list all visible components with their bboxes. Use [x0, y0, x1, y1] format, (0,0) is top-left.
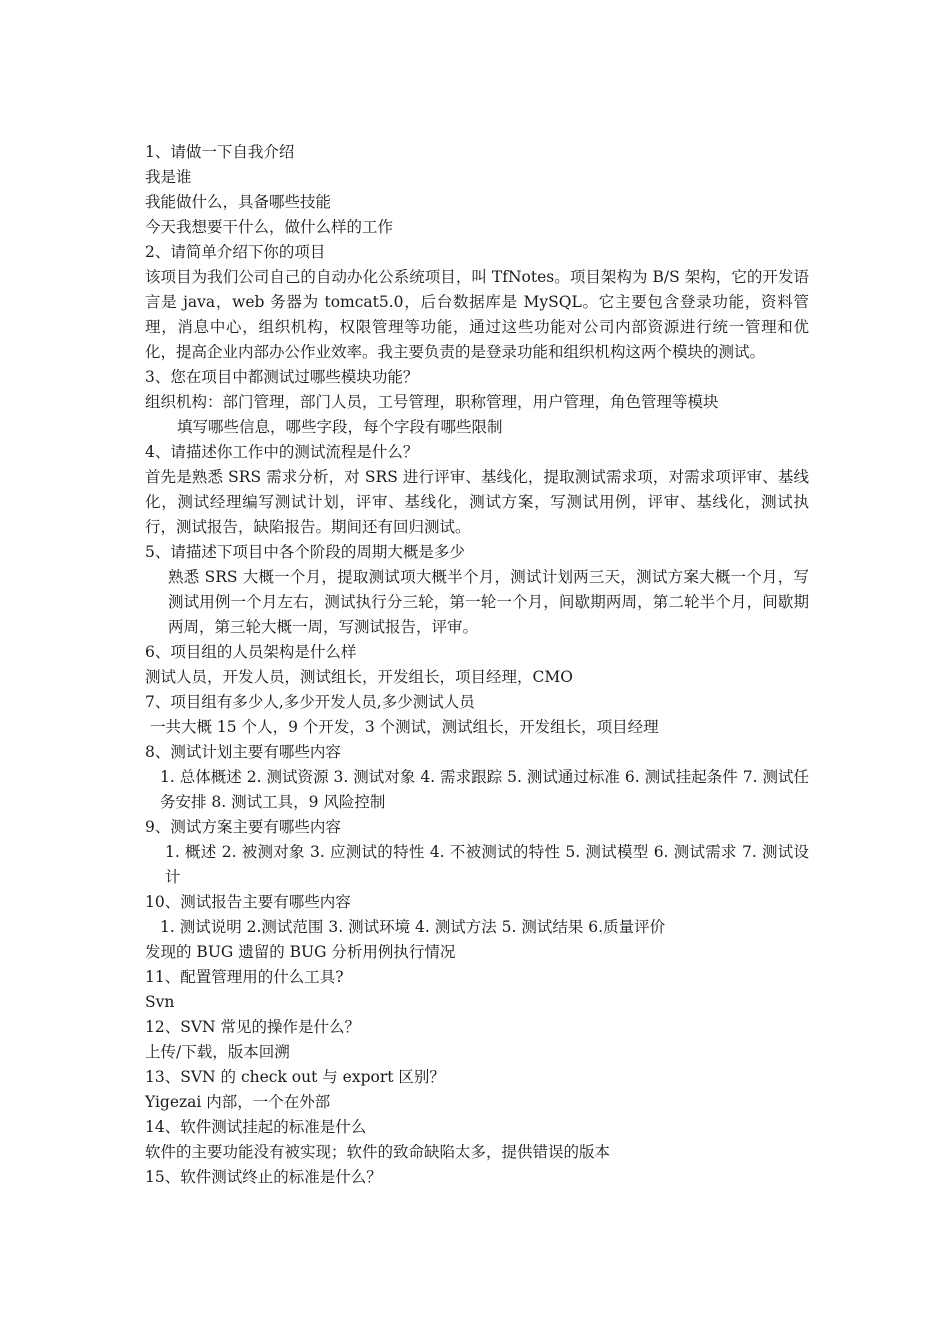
question-15: 15、软件测试终止的标准是什么？: [145, 1168, 382, 1186]
question-6: 6、项目组的人员架构是什么样: [145, 643, 357, 661]
answer-line: 组织机构：部门管理，部门人员，工号管理，职称管理，用户管理，角色管理等模块: [145, 393, 719, 411]
answer-paragraph: 1. 总体概述 2. 测试资源 3. 测试对象 4. 需求跟踪 5. 测试通过标准 6. 测试挂起条件 7. 测试任务安排 8. 测试工具，9 风险控制: [160, 768, 809, 811]
answer-paragraph: 该项目为我们公司自己的自动办化公系统项目，叫 TfNotes。项目架构为 B/S 架构，它的开发语言是 java，web 务器为 tomcat5.0，后台数据库是 MySQL。它主要包含登录功能，资料管理，消息中心，组织机构，权限管理等功能，通过这些功能对公司内部资源进行统一管理和优化，提高企业内部办公作业效率。我主要负责的是登录功能和组织机构这两个模块的测试。: [145, 268, 809, 361]
question-7: 7、项目组有多少人,多少开发人员,多少测试人员: [145, 693, 475, 711]
answer-line: 今天我想要干什么，做什么样的工作: [145, 218, 394, 236]
answer-line: 上传/下载，版本回溯: [145, 1043, 290, 1061]
document-body: [145, 140, 809, 1190]
answer-line: Yigezai 内部，一个在外部: [145, 1093, 331, 1111]
answer-line: 填写哪些信息，哪些字段，每个字段有哪些限制: [177, 418, 503, 436]
answer-line: 我能做什么，具备哪些技能: [145, 193, 332, 211]
question-2: 2、请简单介绍下你的项目: [145, 243, 326, 261]
answer-paragraph: 1. 概述 2. 被测对象 3. 应测试的特性 4. 不被测试的特性 5. 测试模型 6. 测试需求 7. 测试设计: [165, 843, 809, 886]
question-13: 13、SVN 的 check out 与 export 区别？: [145, 1068, 445, 1086]
answer-line: 软件的主要功能没有被实现；软件的致命缺陷太多，提供错误的版本: [145, 1143, 611, 1161]
answer-line: 测试人员，开发人员，测试组长，开发组长，项目经理，CMO: [145, 668, 573, 686]
answer-line: 1. 测试说明 2.测试范围 3. 测试环境 4. 测试方法 5. 测试结果 6.质量评价: [160, 918, 666, 936]
answer-line: 我是谁: [145, 168, 192, 186]
answer-paragraph: 首先是熟悉 SRS 需求分析，对 SRS 进行评审、基线化，提取测试需求项，对需求项评审、基线化，测试经理编写测试计划，评审、基线化，测试方案，写测试用例，评审、基线化，测试执行，测试报告，缺陷报告。期间还有回归测试。: [145, 468, 809, 536]
answer-paragraph: 熟悉 SRS 大概一个月，提取测试项大概半个月，测试计划两三天，测试方案大概一个月，写测试用例一个月左右，测试执行分三轮，第一轮一个月，间歇期两周，第二轮半个月，间歇期两周，第三轮大概一周，写测试报告，评审。: [168, 568, 809, 636]
answer-line: 发现的 BUG 遗留的 BUG 分析用例执行情况: [145, 943, 456, 961]
question-12: 12、SVN 常见的操作是什么？: [145, 1018, 361, 1036]
answer-line: Svn: [145, 993, 175, 1011]
question-11: 11、配置管理用的什么工具?: [145, 968, 344, 986]
question-3: 3、您在项目中都测试过哪些模块功能？: [145, 368, 419, 386]
question-1: 1、请做一下自我介绍: [145, 143, 295, 161]
question-5: 5、请描述下项目中各个阶段的周期大概是多少: [145, 543, 465, 561]
question-4: 4、请描述你工作中的测试流程是什么？: [145, 443, 419, 461]
question-9: 9、测试方案主要有哪些内容: [145, 818, 341, 836]
question-10: 10、测试报告主要有哪些内容: [145, 893, 351, 911]
question-14: 14、软件测试挂起的标准是什么: [145, 1118, 367, 1136]
answer-line: 一共大概 15 个人，9 个开发，3 个测试，测试组长，开发组长，项目经理: [150, 718, 659, 736]
question-8: 8、测试计划主要有哪些内容: [145, 743, 341, 761]
